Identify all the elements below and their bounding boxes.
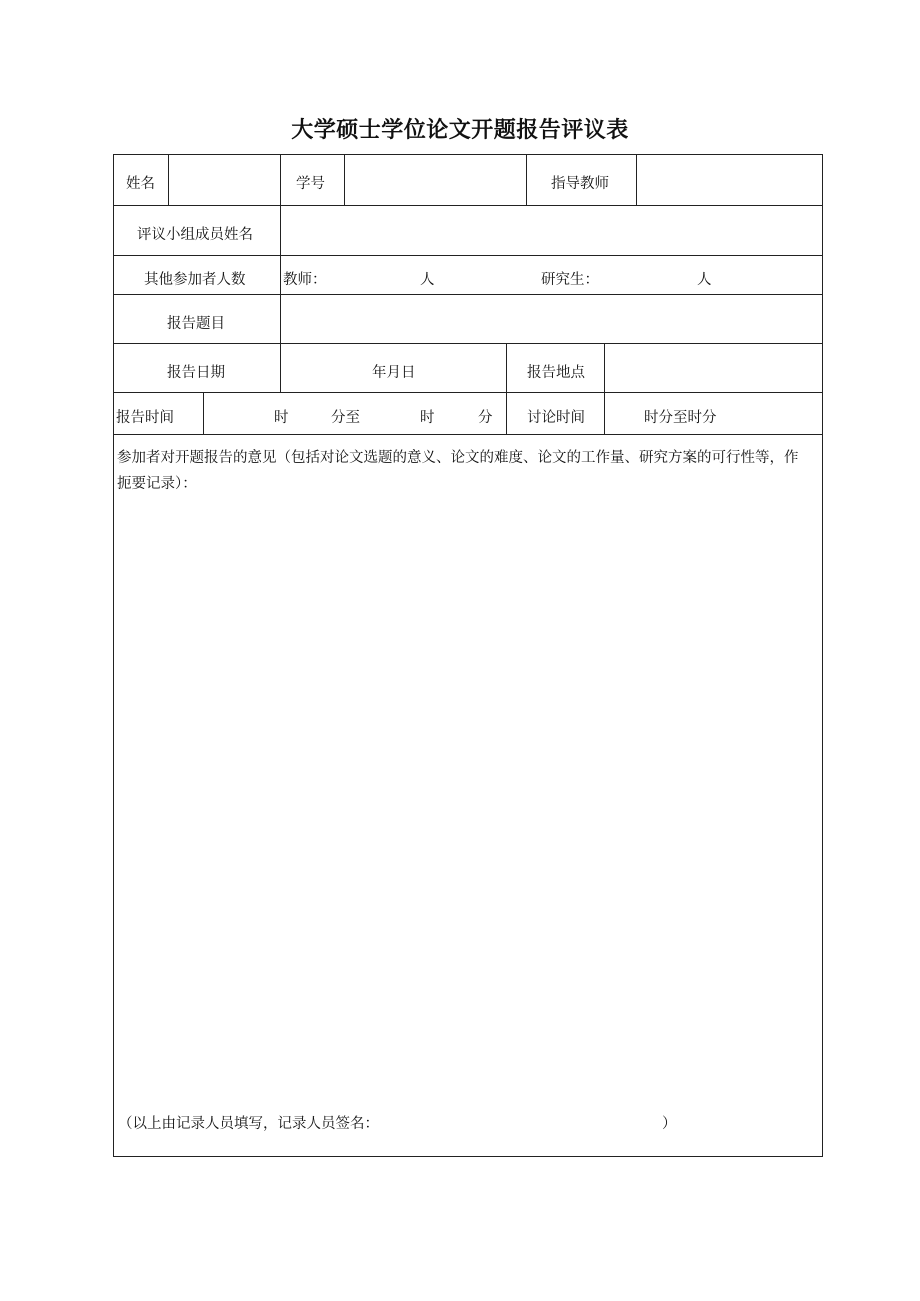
student-id-label: 学号: [296, 176, 325, 192]
advisor-field[interactable]: [637, 156, 822, 204]
evaluation-form-table: [113, 154, 823, 1157]
report-time-hour-2: 时: [420, 410, 435, 426]
report-topic-label: 报告题目: [167, 316, 225, 332]
student-id-field[interactable]: [345, 156, 525, 204]
col-divider: [526, 155, 527, 205]
other-participants-label: 其他参加者人数: [144, 272, 246, 288]
opinions-area[interactable]: [114, 435, 822, 1156]
recorder-note: （以上由记录人员填写，记录人员签名：: [118, 1116, 379, 1132]
grad-students-unit: 人: [697, 272, 712, 288]
panel-members-field[interactable]: [281, 206, 822, 254]
form-title: 大学硕士学位论文开题报告评议表: [291, 118, 629, 143]
col-divider: [604, 392, 605, 434]
panel-members-label: 评议小组成员姓名: [137, 227, 253, 243]
col-divider: [506, 343, 507, 392]
report-place-label: 报告地点: [527, 365, 585, 381]
advisor-label: 指导教师: [551, 176, 609, 192]
teachers-count-label: 教师：: [283, 272, 327, 288]
col-divider: [280, 155, 281, 205]
report-time-field[interactable]: [204, 393, 505, 433]
report-time-hour-1: 时: [274, 410, 289, 426]
col-divider: [506, 392, 507, 434]
discussion-time-field[interactable]: 时分至时分: [644, 410, 717, 426]
report-date-field[interactable]: 年月日: [372, 365, 416, 381]
grad-students-count-label: 研究生：: [541, 272, 599, 288]
report-place-field[interactable]: [605, 344, 822, 391]
teachers-unit: 人: [420, 272, 435, 288]
report-time-label: 报告时间: [116, 410, 174, 426]
report-time-minute-to: 分至: [331, 410, 360, 426]
report-date-label: 报告日期: [167, 365, 225, 381]
name-field[interactable]: [169, 156, 279, 204]
name-label: 姓名: [126, 176, 155, 192]
grad-students-count-field[interactable]: [599, 256, 759, 293]
report-topic-field[interactable]: [281, 295, 822, 342]
recorder-note-close: ）: [662, 1116, 677, 1132]
discussion-time-label: 讨论时间: [527, 410, 585, 426]
opinions-prompt: 参加者对开题报告的意见（包括对论文选题的意义、论文的难度、论文的工作量、研究方案的可行性等，作扼要记录）：: [117, 450, 799, 492]
report-time-minute-2: 分: [478, 410, 493, 426]
